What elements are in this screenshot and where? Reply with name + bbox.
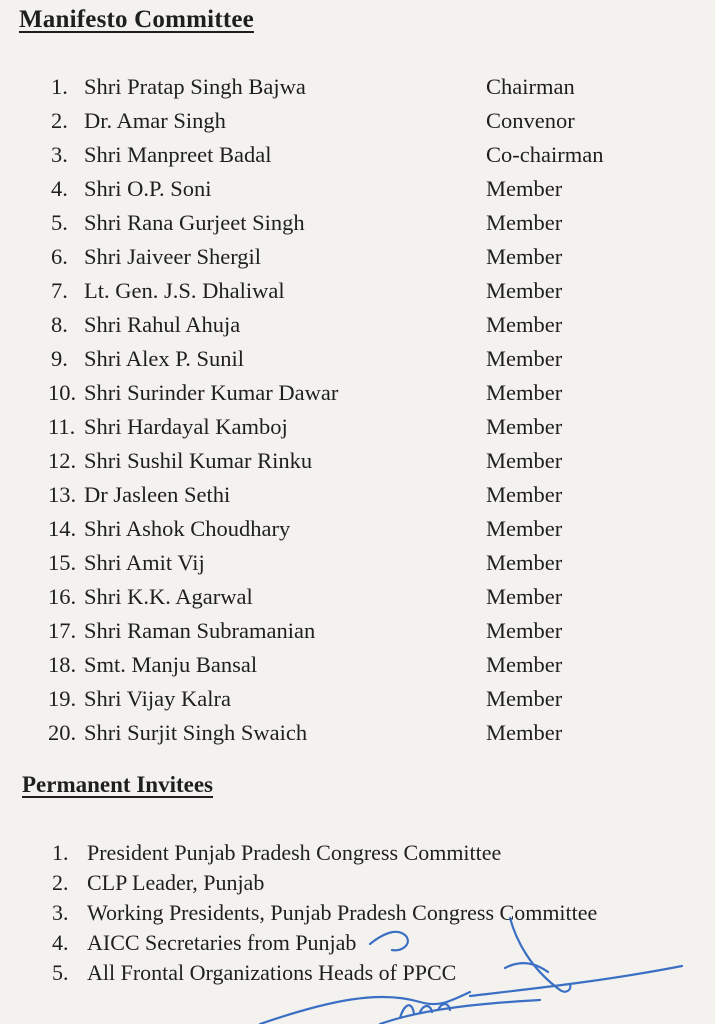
member-role: Member xyxy=(486,380,563,405)
list-item xyxy=(48,682,688,716)
list-item xyxy=(48,580,688,614)
list-item xyxy=(48,478,688,512)
member-role: Member xyxy=(486,550,563,575)
list-item xyxy=(48,444,688,478)
item-number: 19. xyxy=(48,686,77,711)
item-number: 9. xyxy=(51,346,68,371)
list-item xyxy=(52,958,702,988)
list-item xyxy=(48,512,688,546)
item-number: 4. xyxy=(51,176,68,201)
member-name: Shri Surjit Singh Swaich xyxy=(84,720,308,745)
item-number: 1. xyxy=(52,840,69,865)
item-number: 15. xyxy=(48,550,77,575)
list-item xyxy=(52,928,702,958)
member-name: Shri Raman Subramanian xyxy=(84,618,316,643)
item-number: 10. xyxy=(48,380,77,405)
member-name: Lt. Gen. J.S. Dhaliwal xyxy=(84,278,285,303)
member-role: Member xyxy=(486,448,563,473)
list-item xyxy=(52,838,702,868)
committee-heading: Manifesto Committee xyxy=(19,6,254,33)
item-number: 2. xyxy=(52,870,69,895)
member-role: Member xyxy=(486,618,563,643)
member-name: Shri K.K. Agarwal xyxy=(84,584,253,609)
item-number: 5. xyxy=(51,210,68,235)
member-name: Shri Sushil Kumar Rinku xyxy=(84,448,313,473)
item-number: 11. xyxy=(48,414,76,439)
item-number: 6. xyxy=(51,244,68,269)
member-name: Dr Jasleen Sethi xyxy=(84,482,231,507)
list-item xyxy=(48,376,688,410)
member-name: Shri Jaiveer Shergil xyxy=(84,244,262,269)
member-name: Shri Surinder Kumar Dawar xyxy=(84,380,339,405)
list-item xyxy=(52,868,702,898)
member-role: Member xyxy=(486,482,563,507)
invitee-text: All Frontal Organizations Heads of PPCC xyxy=(87,960,457,985)
member-role: Co-chairman xyxy=(486,142,604,167)
member-role: Member xyxy=(486,686,563,711)
list-item xyxy=(48,240,688,274)
member-name: Shri Rahul Ahuja xyxy=(84,312,241,337)
member-name: Shri Hardayal Kamboj xyxy=(84,414,288,439)
member-role: Member xyxy=(486,210,563,235)
list-item xyxy=(52,898,702,928)
member-name: Shri Manpreet Badal xyxy=(84,142,272,167)
list-item xyxy=(48,206,688,240)
member-name: Shri Pratap Singh Bajwa xyxy=(84,74,306,99)
member-name: Shri Alex P. Sunil xyxy=(84,346,245,371)
member-role: Member xyxy=(486,278,563,303)
item-number: 1. xyxy=(51,74,68,99)
member-name: Shri O.P. Soni xyxy=(84,176,212,201)
member-name: Shri Vijay Kalra xyxy=(84,686,231,711)
member-role: Member xyxy=(486,652,563,677)
item-number: 12. xyxy=(48,448,77,473)
member-role: Member xyxy=(486,244,563,269)
item-number: 4. xyxy=(52,930,69,955)
member-role: Member xyxy=(486,720,563,745)
item-number: 3. xyxy=(51,142,68,167)
item-number: 3. xyxy=(52,900,69,925)
item-number: 2. xyxy=(51,108,68,133)
member-name: Smt. Manju Bansal xyxy=(84,652,258,677)
item-number: 14. xyxy=(48,516,77,541)
member-role: Chairman xyxy=(486,74,575,99)
member-role: Member xyxy=(486,176,563,201)
list-item xyxy=(48,716,688,750)
list-item xyxy=(48,614,688,648)
list-item xyxy=(48,308,688,342)
invitee-text: AICC Secretaries from Punjab xyxy=(87,930,357,955)
item-number: 13. xyxy=(48,482,77,507)
invitee-text: CLP Leader, Punjab xyxy=(87,870,265,895)
list-item xyxy=(48,274,688,308)
invitee-text: Working Presidents, Punjab Pradesh Congress Committee xyxy=(87,900,598,925)
item-number: 18. xyxy=(48,652,77,677)
member-role: Member xyxy=(486,414,563,439)
member-role: Member xyxy=(486,312,563,337)
member-role: Member xyxy=(486,346,563,371)
member-role: Member xyxy=(486,584,563,609)
item-number: 16. xyxy=(48,584,77,609)
list-item xyxy=(48,104,688,138)
member-name: Shri Ashok Choudhary xyxy=(84,516,291,541)
member-list xyxy=(48,70,688,750)
invitee-text: President Punjab Pradesh Congress Committee xyxy=(87,840,502,865)
list-item xyxy=(48,410,688,444)
member-role: Convenor xyxy=(486,108,575,133)
member-name: Shri Amit Vij xyxy=(84,550,205,575)
item-number: 7. xyxy=(51,278,68,303)
list-item xyxy=(48,172,688,206)
list-item xyxy=(48,70,688,104)
item-number: 20. xyxy=(48,720,77,745)
list-item xyxy=(48,648,688,682)
invitees-heading: Permanent Invitees xyxy=(22,772,213,797)
member-role: Member xyxy=(486,516,563,541)
item-number: 5. xyxy=(52,960,69,985)
list-item xyxy=(48,138,688,172)
member-name: Dr. Amar Singh xyxy=(84,108,226,133)
invitee-list xyxy=(52,838,702,988)
item-number: 17. xyxy=(48,618,77,643)
list-item xyxy=(48,342,688,376)
member-name: Shri Rana Gurjeet Singh xyxy=(84,210,305,235)
list-item xyxy=(48,546,688,580)
item-number: 8. xyxy=(51,312,68,337)
